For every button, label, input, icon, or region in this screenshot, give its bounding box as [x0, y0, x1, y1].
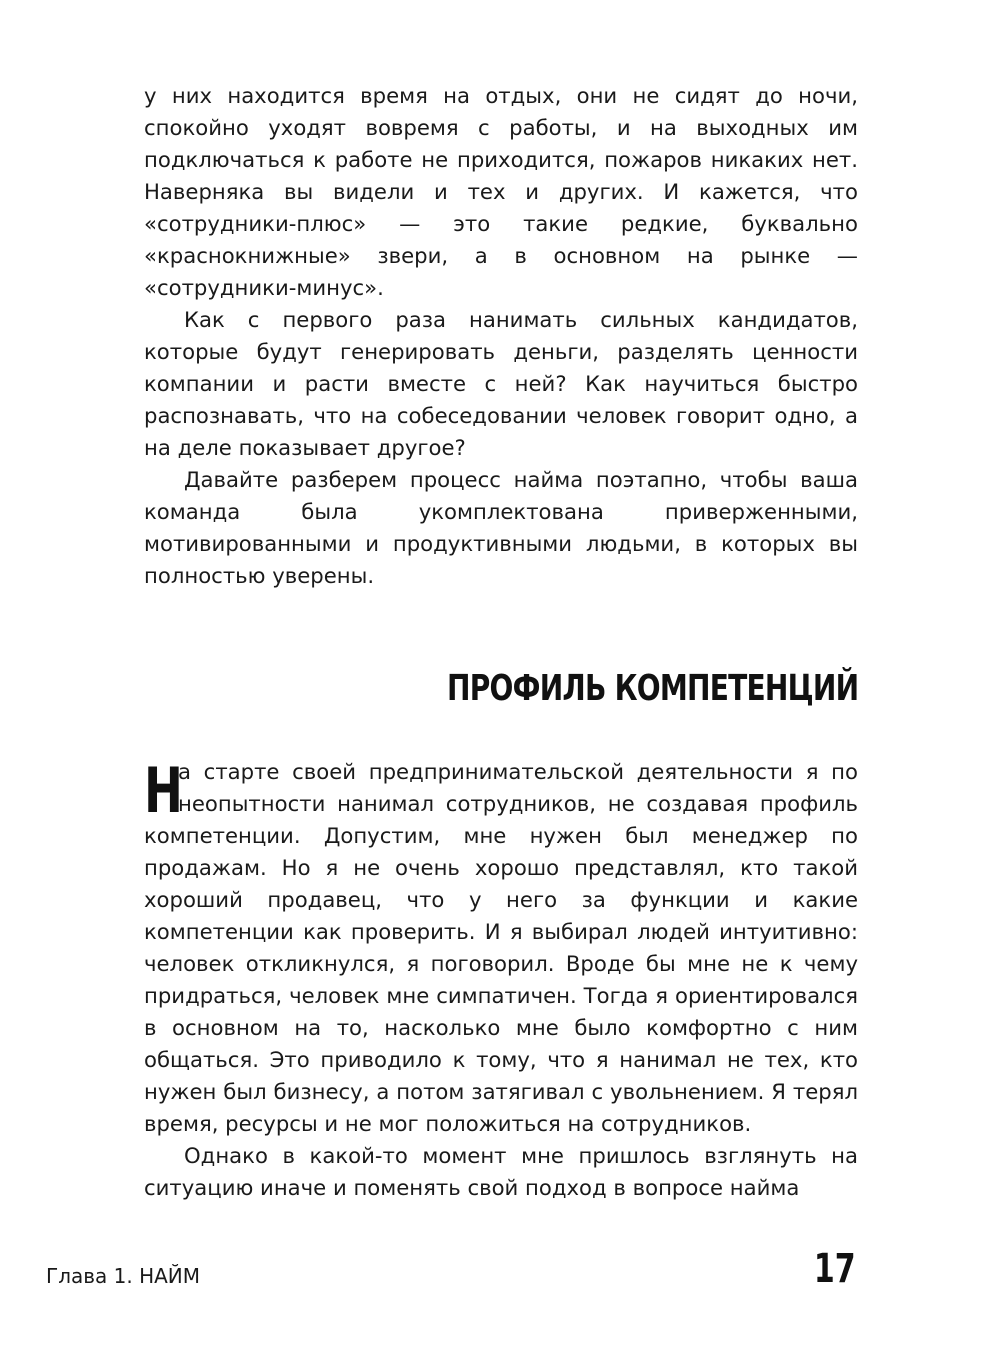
paragraph-intro: Давайте разберем процесс найма поэтапно, чтобы ваша команда была укомплектована приверженными, мотивированными и продуктивными людьми, в которых вы полностью уверены.	[144, 467, 858, 588]
section-first-paragraph	[144, 756, 858, 1140]
top-text-block	[144, 80, 858, 592]
section-second-paragraph: Однако в какой-то момент мне пришлось взглянуть на ситуацию иначе и поменять свой подход в вопросе найма	[144, 1143, 858, 1200]
running-footer-chapter: Глава 1. НАЙМ	[46, 1264, 201, 1288]
paragraph-questions: Как с первого раза нанимать сильных кандидатов, которые будут генерировать деньги, разделять ценности компании и расти вместе с ней? Как научиться быстро распознавать, что на собеседовании человек говорит одно, а на деле показывает другое?	[144, 307, 858, 460]
paragraph-continuation: у них находится время на отдых, они не сидят до ночи, спокойно уходят вовремя с работы, и на выходных им подключаться к работе не приходится, пожаров никаких нет. Наверняка вы видели и тех и других. И кажется, что «сотрудники-плюс» — это такие редкие, буквально «краснокнижные» звери, а в основном на рынке — «сотрудники-минус».	[144, 83, 858, 300]
section-text-block	[144, 756, 858, 1204]
first-paragraph-text: а старте своей предпринимательской деятельности я по неопытности нанимал сотрудников, не создавая профиль компетенции. Допустим, мне нужен был менеджер по продажам. Но я не очень хорошо представлял, кто такой хороший продавец, что у него за функции и какие компетенции как проверить. И я выбирал людей интуитивно: человек откликнулся, я поговорил. Вроде бы мне не к чему придраться, человек мне симпатичен. Тогда я ориентировался в основном на то, насколько мне было комфортно с ним общаться. Это приводило к тому, что я нанимал не тех, кто нужен был бизнесу, а потом затягивал с увольнением. Я терял время, ресурсы и не мог положиться на сотрудников.	[144, 759, 858, 1136]
section-title: ПРОФИЛЬ КОМПЕТЕНЦИЙ	[446, 668, 858, 709]
page-number: 17	[814, 1246, 856, 1292]
drop-cap: Н	[144, 754, 183, 827]
